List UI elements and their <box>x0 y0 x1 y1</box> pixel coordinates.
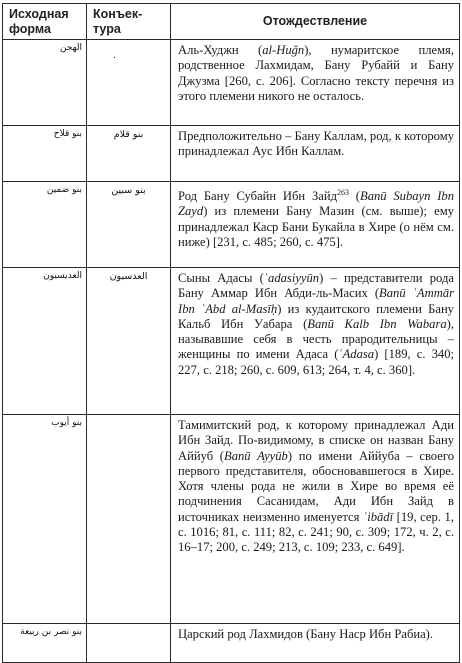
header-conjecture: Конъек-тура <box>87 4 171 40</box>
conjecture-cell: بنو قلام <box>87 126 171 182</box>
identification-cell: Аль-Худжн (al-Huǧn), нумаритское племя, родственное Лахмидам, Бану Рубайй и Бану Джузма [260, с. 206]. Согласно тексту перечня из этого племени никого не осталось. <box>171 40 460 126</box>
table-row <box>3 624 460 663</box>
conjecture-cell <box>87 624 171 663</box>
identification-cell: Род Бану Субайн Ибн Зайд$^{263}$ (Banū Subayn Ibn Zayd) из племени Бану Мазин (см. выше); ему принадлежал Каср Бани Букайла в Хире (о нём см. ниже) [231, с. 485; 260, с. 475]. <box>171 182 460 268</box>
header-identification: Отождествление <box>171 4 460 40</box>
conjecture-cell <box>87 415 171 624</box>
conjecture-cell: بنو سبين <box>87 182 171 268</box>
identification-cell: Царский род Лахмидов (Бану Наср Ибн Рабиа). <box>171 624 460 663</box>
identification-cell: Предположительно – Бану Каллам, род, к которому принадлежал Аус Ибн Каллам. <box>171 126 460 182</box>
conjecture-cell: العدسيون <box>87 268 171 415</box>
source-form-cell: بنو قلاح <box>3 126 87 182</box>
document-page <box>2 3 459 663</box>
source-form-cell: العديسيون <box>3 268 87 415</box>
table-row <box>3 415 460 624</box>
source-form-cell: بنو ضمين <box>3 182 87 268</box>
source-form-cell: بنو نصر بن ربيعة <box>3 624 87 663</box>
identification-cell: Сыны Адасы (ʿadasiyyūn) – представители рода Бану Аммар Ибн Абди-ль-Масих (Banū ʿAmmār Ibn ʿAbd al-Masīḥ) из кудаитского племени Бану Кальб Ибн Уабара (Banū Kalb Ibn Wabara), называвшие себя в честь прародительницы – женщины по имени Адаса (ʿAdasa) [189, с. 340; 227, с. 218; 260, с. 609, 613; 264, т. 4, с. 360]. <box>171 268 460 415</box>
header-source-form: Исходная форма <box>3 4 87 40</box>
identification-cell: Тамимитский род, к которому принадлежал Ади Ибн Зайд. По-видимому, в списке он назван Бану Аййуб (Banū Ayyūb) по имени Аййуба – своего первого представителя, обосновавшегося в Хире. Хотя члены рода не жили в Хире во время её подчинения Сасанидам, Ади Ибн Зайд в источниках неизменно именуется ʿibādī [19, сер. 1, с. 1016; 81, с. 111; 82, с. 241; 90, с. 309; 172, ч. 2, с. 16–17; 200, с. 249; 213, с. 109; 233, с. 649]. <box>171 415 460 624</box>
table-row <box>3 40 460 126</box>
source-form-cell: الهجن <box>3 40 87 126</box>
table-row <box>3 182 460 268</box>
identification-table <box>2 3 460 663</box>
conjecture-cell <box>87 40 171 126</box>
stray-mark: · <box>113 53 117 64</box>
table-row <box>3 126 460 182</box>
source-form-cell: بنو أيوب <box>3 415 87 624</box>
table-row <box>3 268 460 415</box>
table-header-row <box>3 4 460 40</box>
